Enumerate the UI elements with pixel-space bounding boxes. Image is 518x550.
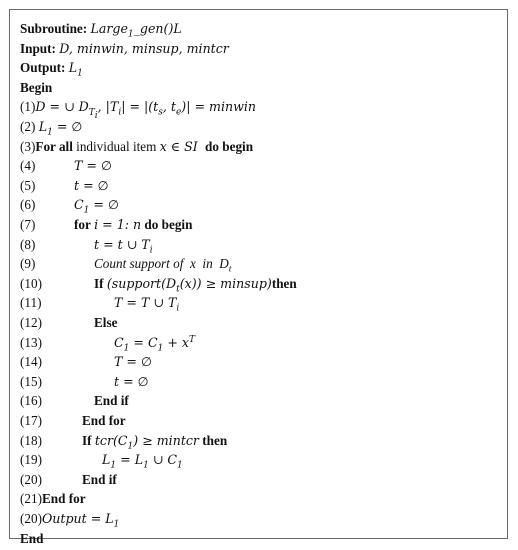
algo-line-17 [20, 413, 126, 429]
line-number: (20) [20, 471, 42, 487]
line-18-text: $tcr(C_1)$ ≥ mintcr [94, 432, 199, 452]
line-number: (21) [20, 491, 42, 507]
line-7-math: i = 1: n [94, 217, 142, 232]
keyword-if: If [82, 432, 92, 448]
line-number: (17) [20, 413, 42, 428]
line-number: (12) [20, 315, 42, 330]
algo-line-18 [20, 432, 228, 452]
algo-line-13 [20, 334, 196, 354]
end-keyword: End [20, 530, 44, 546]
line-13-text: $C_1 = C_1 + x^T$ [114, 334, 196, 354]
line-number: (20) [20, 511, 42, 526]
algo-line-output [20, 511, 120, 530]
input-line [20, 41, 229, 57]
line-14-text: T = ∅ [114, 354, 152, 370]
line-number: (1) [20, 99, 36, 115]
line-9-text: Count support of x in $D_t$ [94, 256, 232, 274]
algo-line-5 [20, 178, 109, 194]
begin-keyword: Begin [20, 79, 53, 95]
algo-line-9 [20, 256, 231, 272]
algo-line-19 [20, 452, 183, 471]
line-number: (2) [20, 119, 36, 134]
output-assign-text: Output = $L_1$ [41, 511, 120, 530]
algo-line-12 [20, 315, 117, 331]
keyword-then: then [202, 432, 228, 448]
line-number: (4) [20, 158, 36, 174]
algo-line-4 [20, 158, 112, 174]
line-number: (13) [20, 334, 42, 350]
keyword-end-for: End for [41, 491, 86, 507]
keyword-do-begin: do begin [144, 217, 193, 232]
algo-line-7 [20, 217, 192, 233]
algo-line-20 [20, 472, 117, 488]
subroutine-line [20, 21, 182, 40]
output-value: $L_1$ [68, 60, 83, 79]
line-4-text: T = ∅ [74, 158, 112, 174]
line-number: (3) [20, 138, 36, 154]
line-15-text: t = ∅ [114, 373, 149, 389]
output-label: Output: [20, 60, 66, 76]
algo-line-14 [20, 354, 152, 370]
algo-line-8 [20, 236, 153, 256]
algo-line-15 [20, 374, 149, 390]
algo-line-10 [20, 275, 297, 295]
keyword-end-if: End if [82, 471, 117, 487]
line-1-text: D = ∪ $D_{T_i}$, $|T_i| = |(t_s$, $t_e)|$ = minwin [35, 99, 257, 121]
algo-line-6 [20, 197, 119, 216]
line-19-text: $L_1 = L_1$ ∪ $C_1$ [102, 452, 183, 471]
line-5-text: t = ∅ [74, 177, 109, 193]
algo-line-1 [20, 99, 257, 121]
subroutine-name: Large$_1$_gen()L [90, 21, 182, 40]
algo-line-11 [20, 295, 180, 314]
line-number: (8) [20, 236, 36, 252]
line-number: (19) [20, 452, 42, 468]
line-8-text: t = t ∪ $T_i$ [94, 236, 153, 256]
line-6-text: $C_1$ = ∅ [74, 197, 119, 216]
algo-line-2 [20, 119, 83, 138]
subroutine-label: Subroutine: [20, 21, 88, 36]
line-number: (5) [20, 177, 36, 193]
keyword-then: then [271, 275, 297, 291]
line-number: (10) [20, 275, 42, 291]
line-3-text: individual item [72, 138, 160, 154]
line-10-text: ($support(D_t(x))$ ≥ minsup) [106, 275, 272, 295]
algo-line-16 [20, 393, 129, 409]
line-number: (9) [20, 256, 36, 272]
keyword-for: for [74, 217, 91, 232]
line-number: (14) [20, 354, 42, 370]
line-number: (7) [20, 217, 36, 232]
keyword-if: If [94, 275, 104, 291]
line-number: (11) [20, 295, 42, 311]
line-number: (6) [20, 197, 36, 213]
output-line [20, 60, 83, 79]
algo-line-3 [20, 139, 253, 155]
line-2-text: $L_1$ = ∅ [38, 119, 83, 138]
line-number: (18) [20, 432, 42, 448]
keyword-else: Else [94, 315, 118, 330]
keyword-for-all: For all [35, 138, 73, 154]
line-3-math: x ∈ SI [159, 138, 198, 154]
keyword-end-for: End for [82, 413, 126, 428]
keyword-do-begin: do begin [205, 138, 254, 154]
line-number: (16) [20, 393, 42, 409]
keyword-end-if: End if [94, 393, 129, 409]
line-11-text: T = T ∪ $T_i$ [114, 295, 180, 314]
line-number: (15) [20, 373, 42, 389]
input-label: Input: [20, 40, 56, 56]
input-value: D, minwin, minsup, mintcr [59, 40, 229, 56]
algo-line-21 [20, 491, 86, 507]
